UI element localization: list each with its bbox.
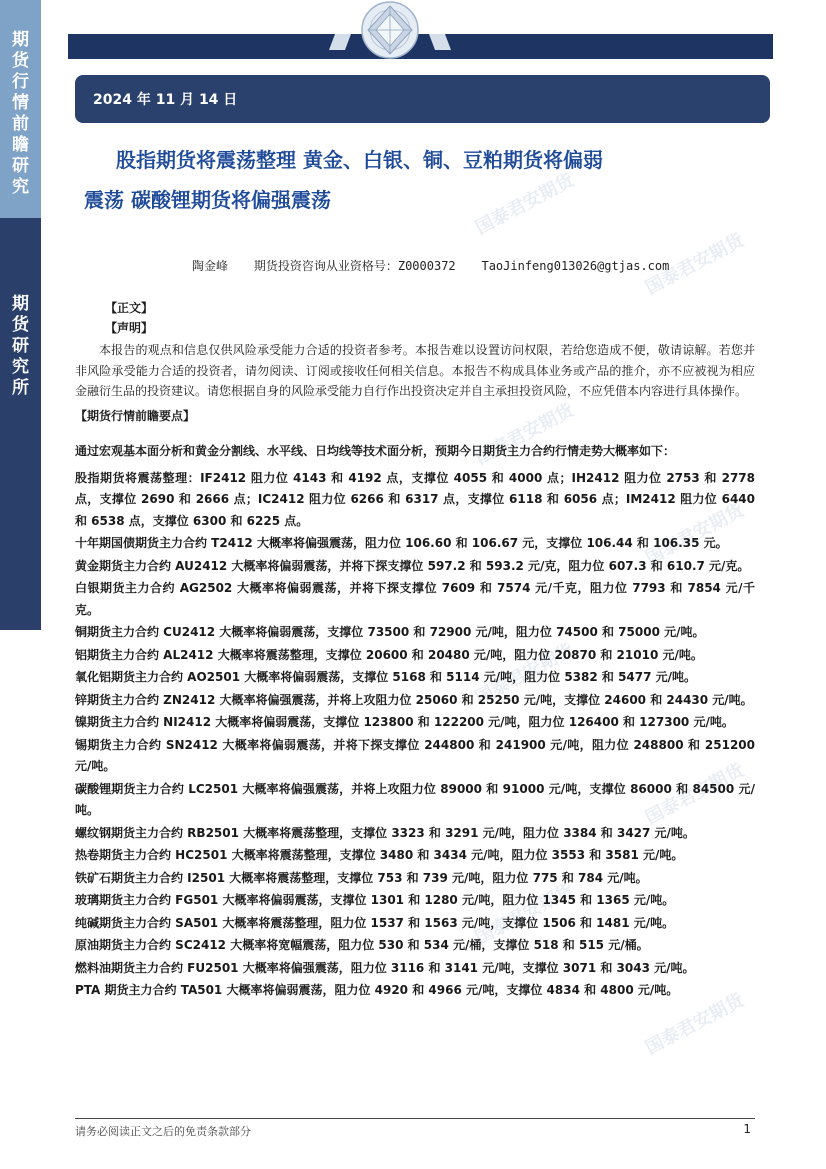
forecast-item: 热卷期货主力合约 HC2501 大概率将震荡整理，支撑位 3480 和 3434 元/吨，阻力位 3553 和 3581 元/吨。 xyxy=(75,848,684,862)
sidebar-bottom-label: 期 货 研 究 所 xyxy=(12,294,29,398)
author-info xyxy=(192,257,691,274)
watermark: 国泰君安期货 xyxy=(642,989,748,1059)
tag-main: 【正文】 xyxy=(105,301,154,315)
forecast-item: 氧化铝期货主力合约 AO2501 大概率将偏弱震荡，支撑位 5168 和 5114 元/吨，阻力位 5382 和 5477 元/吨。 xyxy=(75,670,697,684)
watermark: 国泰君安期货 xyxy=(472,399,578,469)
forecast-item: 铝期货主力合约 AL2412 大概率将震荡整理，支撑位 20600 和 20480 元/吨，阻力位 20870 和 21010 元/吨。 xyxy=(75,647,703,662)
forecast-list xyxy=(75,468,755,1002)
sidebar-bottom xyxy=(0,218,41,630)
forecast-item: 白银期货主力合约 AG2502 大概率将偏弱震荡，并将下探支撑位 7609 和 7574 元/千克，阻力位 7793 和 7854 元/千克。 xyxy=(75,581,755,617)
forecast-item: 纯碱期货主力合约 SA501 大概率将震荡整理，阻力位 1537 和 1563 元/吨，支撑位 1506 和 1481 元/吨。 xyxy=(75,915,675,930)
title-line-2: 震荡 碳酸锂期货将偏强震荡 xyxy=(84,188,331,212)
page-number: 1 xyxy=(743,1122,751,1136)
forecast-item: 镍期货主力合约 NI2412 大概率将偏弱震荡，支撑位 123800 和 122200 元/吨，阻力位 126400 和 127300 元/吨。 xyxy=(75,715,734,729)
footer-note: 请务必阅读正文之后的免责条款部分 xyxy=(75,1125,251,1138)
forecast-item: 铜期货主力合约 CU2412 大概率将偏弱震荡，支撑位 73500 和 72900 元/吨，阻力位 74500 和 75000 元/吨。 xyxy=(75,625,705,639)
report-title xyxy=(84,140,744,220)
forecast-item: 螺纹钢期货主力合约 RB2501 大概率将震荡整理，支撑位 3323 和 3291 元/吨，阻力位 3384 和 3427 元/吨。 xyxy=(75,825,695,840)
forecast-item: 黄金期货主力合约 AU2412 大概率将偏弱震荡，并将下探支撑位 597.2 和 593.2 元/克，阻力位 607.3 和 610.7 元/克。 xyxy=(75,558,750,573)
sidebar-top-label: 期 货 行 情 前 瞻 研 究 xyxy=(12,30,29,197)
watermark: 国泰君安期货 xyxy=(472,639,578,709)
report-date: 2024 年 11 月 14 日 xyxy=(93,92,238,108)
report-body xyxy=(75,298,755,1003)
author-email[interactable]: TaoJinfeng013026@gtjas.com xyxy=(481,259,670,273)
watermark: 国泰君安期货 xyxy=(642,229,748,299)
tag-statement: 【声明】 xyxy=(105,321,154,335)
forecast-item: PTA 期货主力合约 TA501 大概率将偏弱震荡，阻力位 4920 和 4966 元/吨，支撑位 4834 和 4800 元/吨。 xyxy=(75,983,679,997)
watermark: 国泰君安期货 xyxy=(642,759,748,829)
watermark: 国泰君安期货 xyxy=(642,499,748,569)
forecast-item: 铁矿石期货主力合约 I2501 大概率将震荡整理，支撑位 753 和 739 元/吨，阻力位 775 和 784 元/吨。 xyxy=(75,870,648,885)
forecast-item: 燃料油期货主力合约 FU2501 大概率将偏强震荡，阻力位 3116 和 3141 元/吨，支撑位 3071 和 3043 元/吨。 xyxy=(75,960,695,975)
intro-text: 通过宏观基本面分析和黄金分割线、水平线、日均线等技术面分析，预期今日期货主力合约行情走势大概率如下： xyxy=(75,443,676,458)
forecast-item: 锌期货主力合约 ZN2412 大概率将偏强震荡，并将上攻阻力位 25060 和 25250 元/吨，支撑位 24600 和 24430 元/吨。 xyxy=(75,692,753,707)
forecast-item: 碳酸锂期货主力合约 LC2501 大概率将偏强震荡，并将上攻阻力位 89000 和 91000 元/吨，支撑位 86000 和 84500 元/吨。 xyxy=(75,781,755,817)
forecast-item: 玻璃期货主力合约 FG501 大概率将偏弱震荡，支撑位 1301 和 1280 元/吨，阻力位 1345 和 1365 元/吨。 xyxy=(75,893,675,907)
footer-divider xyxy=(75,1118,755,1119)
forecast-item: 股指期货将震荡整理：IF2412 阻力位 4143 和 4192 点，支撑位 4055 和 4000 点；IH2412 阻力位 2753 和 2778 点，支撑位 2690 和 2666 点；IC2412 阻力位 6266 和 6317 点，支撑位 6118 和 6056 点；IM2412 阻力位 6440 和 6538 点，支撑位 6300 和 6225 点。 xyxy=(75,470,755,528)
title-line-1: 股指期货将震荡整理 黄金、白银、铜、豆粕期货将偏弱 xyxy=(116,148,603,172)
disclaimer-text: 本报告的观点和信息仅供风险承受能力合适的投资者参考。本报告难以设置访问权限，若给您造成不便，敬请谅解。若您并非风险承受能力合适的投资者，请勿阅读、订阅或接收任何相关信息。本报告不构成具体业务或产品的推介，亦不应被视为相应金融衍生品的投资建议。请您根据自身的风险承受能力自行作出投资决定并自主承担投资风险，不应凭借本内容进行具体操作。 xyxy=(75,343,755,398)
watermark: 国泰君安期货 xyxy=(472,169,578,239)
author-name: 陶金峰 xyxy=(192,259,229,273)
company-logo-icon xyxy=(315,0,465,66)
date-bar xyxy=(75,75,770,123)
section-heading: 【期货行情前瞻要点】 xyxy=(75,408,196,423)
watermark: 国泰君安期货 xyxy=(472,879,578,949)
forecast-item: 原油期货主力合约 SC2412 大概率将宽幅震荡，阻力位 530 和 534 元/桶，支撑位 518 和 515 元/桶。 xyxy=(75,938,649,952)
forecast-item: 十年期国债期货主力合约 T2412 大概率将偏强震荡，阻力位 106.60 和 106.67 元，支撑位 106.44 和 106.35 元。 xyxy=(75,536,728,550)
author-cert: 期货投资咨询从业资格号：Z0000372 xyxy=(253,259,456,273)
forecast-item: 锡期货主力合约 SN2412 大概率将偏弱震荡，并将下探支撑位 244800 和 241900 元/吨，阻力位 248800 和 251200 元/吨。 xyxy=(75,737,755,773)
